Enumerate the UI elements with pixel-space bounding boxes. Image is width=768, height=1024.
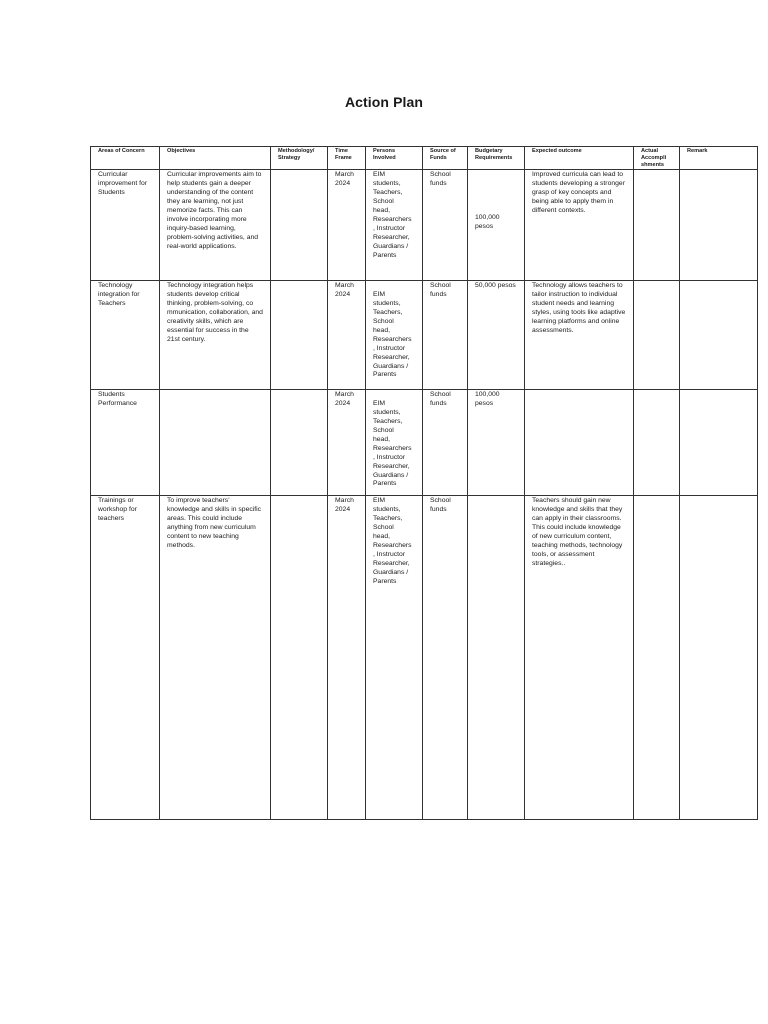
source-text: School funds	[430, 497, 451, 514]
persons-cell	[366, 390, 423, 496]
budget-cell	[468, 496, 525, 820]
time-frame-cell	[328, 496, 366, 820]
header-actual-accomplishments: Actual Accompli shments	[634, 147, 680, 170]
objectives-cell	[160, 170, 271, 281]
area-text: Students Performance	[98, 391, 137, 408]
persons-text: EIM students, Teachers, School head, Researchers , Instructor Researcher, Guardians / Parents	[373, 291, 412, 379]
budget-cell	[468, 390, 525, 496]
actual-cell	[634, 496, 680, 820]
outcome-text: Technology allows teachers to tailor instruction to individual student needs and learning styles, using tools like adaptive learning platforms and online assessments.	[532, 282, 626, 334]
header-areas-of-concern: Areas of Concern	[91, 147, 160, 170]
persons-cell	[366, 496, 423, 820]
methodology-cell	[271, 496, 328, 820]
header-time-frame: Time Frame	[328, 147, 366, 170]
time-frame-text: March 2024	[335, 497, 354, 514]
time-frame-cell	[328, 390, 366, 496]
persons-text: EIM students, Teachers, School head, Researchers , Instructor Researcher, Guardians / Parents	[373, 171, 412, 259]
area-cell	[91, 390, 160, 496]
area-text: Trainings or workshop for teachers	[98, 497, 137, 523]
remark-cell	[680, 281, 758, 390]
time-frame-text: March 2024	[335, 171, 354, 188]
table-row	[91, 170, 758, 281]
objectives-text: Curricular improvements aim to help students gain a deeper understanding of the content they are learning, not just memorize facts. This can involve incorporating more inquiry-based learning, problem-solving activities, and real-world applications.	[167, 171, 262, 250]
header-expected-outcome: Expected outcome	[525, 147, 634, 170]
persons-cell	[366, 170, 423, 281]
persons-text: EIM students, Teachers, School head, Researchers , Instructor Researcher, Guardians / Parents	[373, 400, 412, 488]
budget-cell	[468, 281, 525, 390]
objectives-cell	[160, 390, 271, 496]
methodology-cell	[271, 170, 328, 281]
page-title: Action Plan	[344, 94, 424, 110]
outcome-text: Teachers should gain new knowledge and skills that they can apply in their classrooms. This could include knowledge of new curriculum content, teaching methods, technology tools, or assessment strategies..	[532, 497, 623, 567]
header-remark: Remark	[680, 147, 758, 170]
header-row	[91, 147, 758, 170]
budget-text: 100,000 pesos	[475, 391, 500, 408]
outcome-text: Improved curricula can lead to students developing a stronger grasp of key concepts and being able to apply them in different contexts.	[532, 171, 625, 215]
persons-cell	[366, 281, 423, 390]
time-frame-text: March 2024	[335, 282, 354, 299]
outcome-cell	[525, 496, 634, 820]
budget-text: 100,000 pesos	[475, 214, 500, 231]
area-cell	[91, 496, 160, 820]
table-row	[91, 496, 758, 820]
table-row	[91, 281, 758, 390]
objectives-cell	[160, 496, 271, 820]
source-cell	[423, 496, 468, 820]
budget-cell	[468, 170, 525, 281]
time-frame-cell	[328, 281, 366, 390]
header-budgetary-requirements: Budgetary Requirements	[468, 147, 525, 170]
action-plan-table	[90, 146, 758, 820]
time-frame-text: March 2024	[335, 391, 354, 408]
time-frame-cell	[328, 170, 366, 281]
source-cell	[423, 281, 468, 390]
source-text: School funds	[430, 282, 451, 299]
methodology-cell	[271, 281, 328, 390]
header-source-of-funds: Source of Funds	[423, 147, 468, 170]
source-text: School funds	[430, 171, 451, 188]
remark-cell	[680, 390, 758, 496]
source-cell	[423, 390, 468, 496]
area-text: Curricular improvement for Students	[98, 171, 148, 197]
actual-cell	[634, 170, 680, 281]
source-text: School funds	[430, 391, 451, 408]
remark-cell	[680, 170, 758, 281]
table-row	[91, 390, 758, 496]
outcome-cell	[525, 281, 634, 390]
objectives-text: To improve teachers' knowledge and skills in specific areas. This could include anything from new curriculum content to new teaching methods.	[167, 497, 262, 549]
header-methodology: Methodology/ Strategy	[271, 147, 328, 170]
methodology-cell	[271, 390, 328, 496]
outcome-cell	[525, 170, 634, 281]
header-persons-involved: Persons Involved	[366, 147, 423, 170]
actual-cell	[634, 281, 680, 390]
area-cell	[91, 170, 160, 281]
header-objectives: Objectives	[160, 147, 271, 170]
outcome-cell	[525, 390, 634, 496]
area-cell	[91, 281, 160, 390]
area-text: Technology integration for Teachers	[98, 282, 140, 308]
budget-text: 50,000 pesos	[475, 282, 516, 290]
persons-text: EIM students, Teachers, School head, Researchers , Instructor Researcher, Guardians / Parents	[373, 497, 412, 585]
objectives-text: Technology integration helps students develop critical thinking, problem-solving, co mmunication, collaboration, and creativity skills, which are essential for success in the 21st century.	[167, 282, 263, 343]
remark-cell	[680, 496, 758, 820]
objectives-cell	[160, 281, 271, 390]
source-cell	[423, 170, 468, 281]
actual-cell	[634, 390, 680, 496]
